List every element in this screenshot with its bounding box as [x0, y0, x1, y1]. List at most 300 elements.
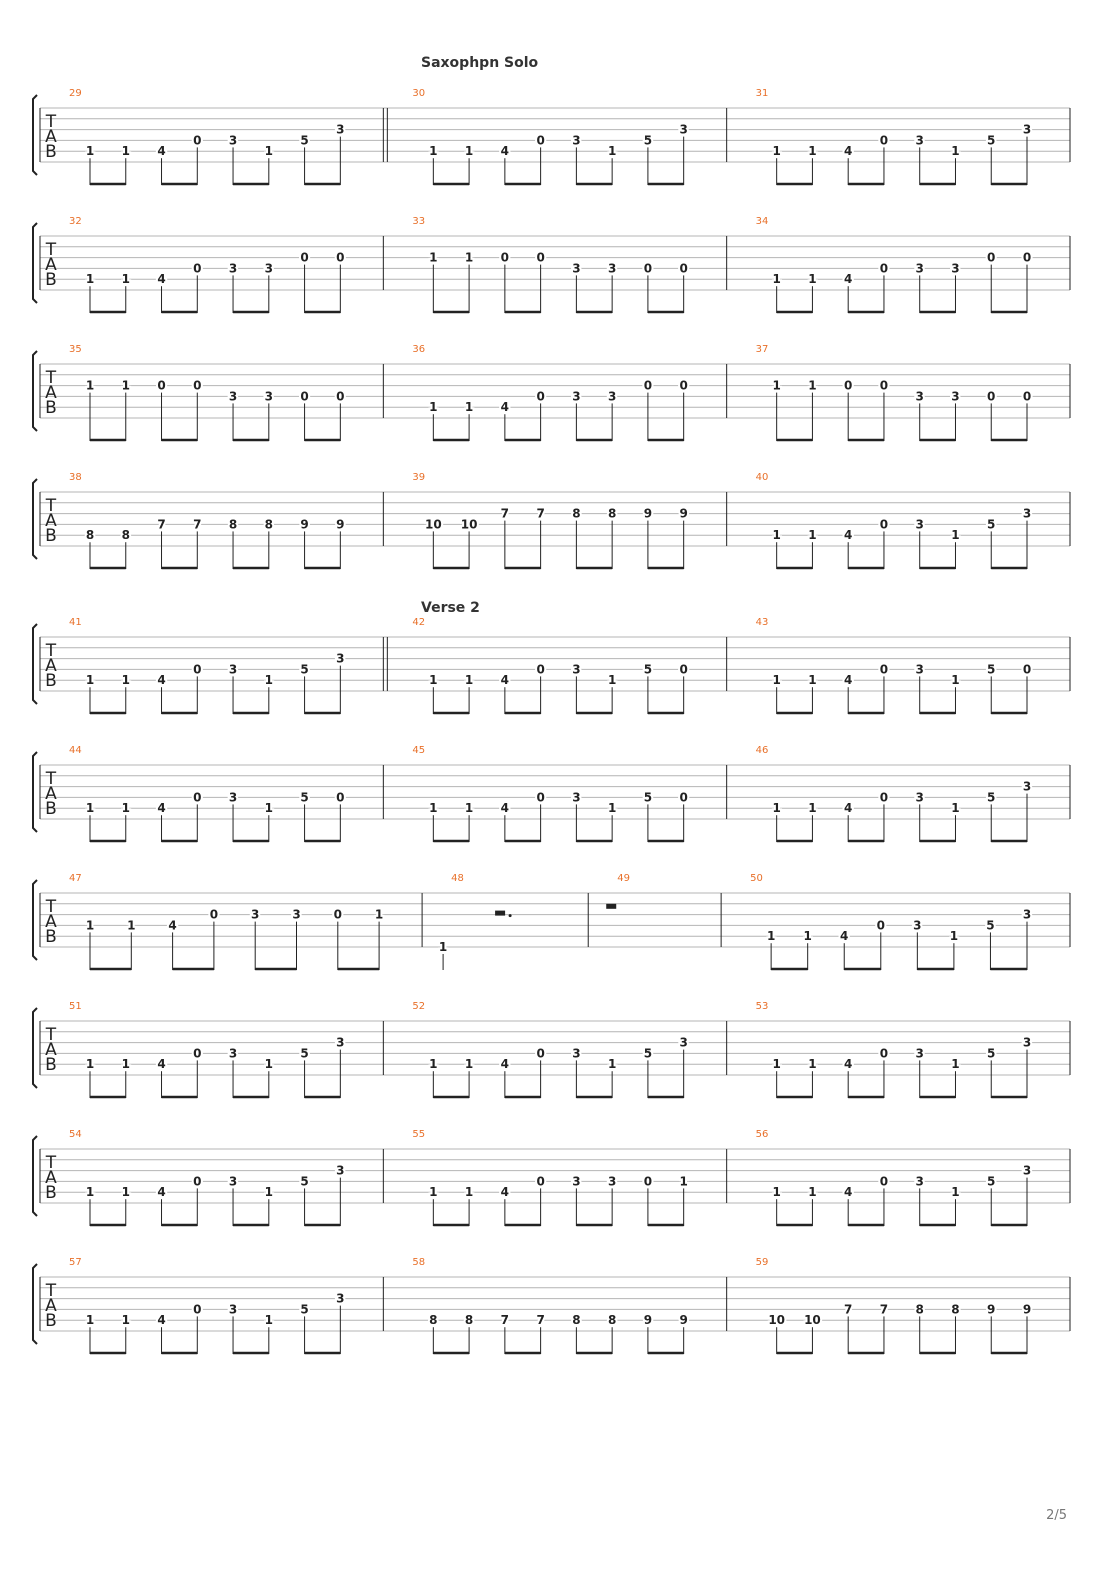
fret-number: 3 — [572, 133, 581, 148]
fret-number: 1 — [438, 940, 448, 954]
fret-number: 1 — [264, 801, 273, 816]
fret-number: 0 — [679, 662, 688, 677]
tab-clef-letter: T — [45, 641, 57, 661]
fret-number: 1 — [264, 673, 273, 688]
fret-number: 4 — [844, 1185, 853, 1200]
fret-number: 0 — [536, 1046, 545, 1061]
fret-number: 3 — [264, 261, 273, 276]
fret-number: 1 — [85, 1185, 95, 1200]
fret-number: 4 — [500, 1185, 510, 1200]
fret-number: 1 — [127, 918, 136, 933]
measure-number: 49 — [617, 873, 630, 884]
fret-number: 7 — [193, 517, 202, 532]
fret-number: 3 — [915, 261, 924, 276]
fret-number: 0 — [1022, 389, 1032, 404]
fret-number: 7 — [536, 506, 545, 521]
fret-number: 4 — [844, 1057, 853, 1072]
tab-clef-letter: A — [45, 656, 57, 676]
tab-clef-letter: A — [45, 383, 57, 403]
fret-number: 3 — [913, 918, 922, 933]
fret-number: 4 — [168, 918, 177, 933]
fret-number: 8 — [121, 528, 130, 543]
fret-number: 3 — [228, 1174, 238, 1189]
fret-number: 3 — [228, 133, 238, 148]
measure-number: 58 — [412, 1257, 426, 1268]
fret-number: 5 — [987, 517, 996, 532]
fret-number: 0 — [157, 378, 166, 393]
fret-number: 1 — [121, 673, 130, 688]
fret-number: 0 — [536, 133, 545, 148]
fret-number: 5 — [300, 790, 309, 805]
fret-number: 9 — [300, 517, 309, 532]
measure-number: 59 — [755, 1257, 769, 1268]
fret-number: 9 — [643, 1313, 653, 1328]
measure-number: 43 — [755, 617, 769, 628]
fret-number: 3 — [679, 122, 688, 137]
fret-number: 10 — [804, 1313, 821, 1328]
fret-number: 1 — [772, 378, 781, 393]
tab-clef-letter: T — [45, 496, 57, 516]
fret-number: 3 — [1022, 907, 1032, 922]
fret-number: 1 — [951, 528, 960, 543]
fret-number: 1 — [772, 144, 781, 159]
fret-number: 3 — [336, 651, 345, 666]
fret-number: 1 — [808, 528, 817, 543]
fret-number: 10 — [460, 517, 478, 532]
fret-number: 7 — [844, 1302, 853, 1317]
measure-number: 32 — [69, 216, 82, 227]
fret-number: 0 — [193, 133, 202, 148]
fret-number: 1 — [808, 144, 817, 159]
section-title-saxophone-solo: Saxophpn Solo — [421, 55, 539, 71]
fret-number: 3 — [679, 1035, 688, 1050]
fret-number: 1 — [808, 272, 817, 287]
fret-number: 1 — [951, 1185, 960, 1200]
fret-number: 3 — [915, 517, 924, 532]
fret-number: 0 — [876, 918, 885, 933]
fret-number: 5 — [300, 1174, 309, 1189]
system-brace — [33, 95, 37, 175]
tab-clef-letter: T — [45, 240, 57, 260]
fret-number: 0 — [193, 790, 202, 805]
fret-number: 1 — [808, 1185, 817, 1200]
fret-number: 1 — [264, 144, 273, 159]
fret-number: 1 — [803, 929, 812, 944]
fret-number: 0 — [536, 1174, 545, 1189]
fret-number: 0 — [500, 250, 510, 265]
fret-number: 0 — [679, 378, 688, 393]
fret-number: 1 — [85, 272, 95, 287]
fret-number: 5 — [987, 662, 996, 677]
fret-number: 1 — [429, 1057, 438, 1072]
fret-number: 1 — [464, 250, 474, 265]
tab-clef-letter: T — [45, 769, 57, 789]
tab-clef-letter: A — [45, 255, 57, 275]
fret-number: 1 — [121, 1185, 130, 1200]
fret-number: 10 — [768, 1313, 786, 1328]
fret-number: 4 — [157, 801, 166, 816]
tab-clef-letter: B — [45, 799, 57, 819]
fret-number: 5 — [643, 1046, 653, 1061]
tab-clef-letter: B — [45, 142, 57, 162]
fret-number: 0 — [879, 662, 889, 677]
tab-clef-letter: B — [45, 1183, 57, 1203]
fret-number: 0 — [643, 261, 653, 276]
measure-number: 41 — [69, 617, 82, 628]
measure-number: 35 — [69, 344, 82, 355]
tab-clef-letter: T — [45, 1153, 57, 1173]
fret-number: 4 — [844, 272, 853, 287]
fret-number: 1 — [85, 378, 95, 393]
fret-number: 0 — [844, 378, 853, 393]
measure-number: 30 — [412, 88, 426, 99]
fret-number: 4 — [840, 929, 849, 944]
fret-number: 1 — [464, 144, 474, 159]
fret-number: 0 — [536, 250, 545, 265]
fret-number: 3 — [228, 1302, 238, 1317]
fret-number: 0 — [679, 790, 688, 805]
fret-number: 8 — [951, 1302, 960, 1317]
fret-number: 4 — [500, 144, 510, 159]
fret-number: 1 — [121, 1057, 130, 1072]
fret-number: 3 — [915, 1174, 924, 1189]
tab-clef-letter: B — [45, 526, 57, 546]
fret-number: 3 — [264, 389, 273, 404]
fret-number: 1 — [951, 673, 960, 688]
fret-number: 1 — [772, 673, 781, 688]
fret-number: 5 — [643, 133, 653, 148]
fret-number: 1 — [949, 929, 959, 944]
fret-number: 5 — [300, 662, 309, 677]
fret-number: 9 — [643, 506, 653, 521]
fret-number: 1 — [808, 378, 817, 393]
measure-number: 46 — [755, 745, 769, 756]
fret-number: 3 — [1022, 122, 1032, 137]
fret-number: 0 — [193, 1174, 202, 1189]
fret-number: 3 — [1022, 506, 1032, 521]
fret-number: 8 — [572, 1313, 581, 1328]
fret-number: 4 — [500, 801, 510, 816]
fret-number: 0 — [879, 1174, 889, 1189]
fret-number: 1 — [429, 250, 438, 265]
fret-number: 0 — [193, 1046, 202, 1061]
system-brace — [33, 1264, 37, 1344]
measure-number: 44 — [69, 745, 82, 756]
fret-number: 8 — [464, 1313, 474, 1328]
fret-number: 0 — [536, 662, 545, 677]
fret-number: 9 — [679, 506, 688, 521]
fret-number: 0 — [987, 389, 996, 404]
fret-number: 5 — [300, 133, 309, 148]
fret-number: 1 — [951, 801, 960, 816]
fret-number: 3 — [607, 1174, 617, 1189]
fret-number: 3 — [572, 389, 581, 404]
system-brace — [33, 479, 37, 559]
tab-clef-letter: B — [45, 927, 57, 947]
fret-number: 3 — [915, 133, 924, 148]
fret-number: 3 — [915, 790, 924, 805]
fret-number: 3 — [607, 261, 617, 276]
fret-number: 3 — [336, 1035, 345, 1050]
measure-number: 39 — [412, 472, 426, 483]
fret-number: 0 — [336, 250, 345, 265]
fret-number: 1 — [85, 801, 95, 816]
tab-clef-letter: B — [45, 671, 57, 691]
system-brace — [33, 223, 37, 303]
fret-number: 1 — [429, 400, 438, 415]
measure-number: 33 — [412, 216, 426, 227]
fret-number: 1 — [121, 272, 130, 287]
fret-number: 9 — [336, 517, 345, 532]
fret-number: 9 — [1022, 1302, 1032, 1317]
fret-number: 5 — [987, 790, 996, 805]
fret-number: 4 — [500, 673, 510, 688]
tab-clef-letter: A — [45, 511, 57, 531]
fret-number: 3 — [336, 122, 345, 137]
fret-number: 3 — [572, 790, 581, 805]
fret-number: 0 — [643, 1174, 653, 1189]
fret-number: 3 — [915, 389, 924, 404]
fret-number: 3 — [572, 662, 581, 677]
tab-clef-letter: T — [45, 368, 57, 388]
fret-number: 1 — [679, 1174, 688, 1189]
fret-number: 0 — [879, 1046, 889, 1061]
system-brace — [33, 752, 37, 832]
fret-number: 0 — [193, 378, 202, 393]
fret-number: 0 — [193, 662, 202, 677]
fret-number: 0 — [209, 907, 219, 922]
fret-number: 5 — [987, 1174, 996, 1189]
fret-number: 7 — [536, 1313, 545, 1328]
fret-number: 7 — [500, 1313, 510, 1328]
fret-number: 3 — [1022, 1035, 1032, 1050]
fret-number: 3 — [951, 389, 960, 404]
fret-number: 4 — [844, 144, 853, 159]
fret-number: 1 — [121, 1313, 130, 1328]
fret-number: 4 — [157, 144, 166, 159]
system-brace — [33, 880, 37, 960]
tab-clef-letter: B — [45, 1055, 57, 1075]
page-number: 2/5 — [1046, 1508, 1067, 1523]
fret-number: 5 — [643, 662, 653, 677]
fret-number: 1 — [772, 1057, 781, 1072]
fret-number: 1 — [772, 528, 781, 543]
fret-number: 4 — [157, 1057, 166, 1072]
fret-number: 1 — [464, 1185, 474, 1200]
fret-number: 1 — [766, 929, 776, 944]
fret-number: 1 — [464, 1057, 474, 1072]
fret-number: 1 — [464, 673, 474, 688]
fret-number: 3 — [951, 261, 960, 276]
fret-number: 0 — [879, 261, 889, 276]
tab-clef-letter: B — [45, 398, 57, 418]
measure-number: 55 — [412, 1129, 426, 1140]
fret-number: 9 — [679, 1313, 688, 1328]
fret-number: 3 — [572, 1046, 581, 1061]
fret-number: 0 — [336, 790, 345, 805]
fret-number: 9 — [987, 1302, 996, 1317]
fret-number: 0 — [300, 389, 309, 404]
fret-number: 1 — [85, 918, 95, 933]
fret-number: 3 — [336, 1291, 345, 1306]
tab-clef-letter: A — [45, 1296, 57, 1316]
measure-number: 56 — [755, 1129, 769, 1140]
fret-number: 3 — [251, 907, 260, 922]
fret-number: 0 — [333, 907, 342, 922]
fret-number: 3 — [228, 1046, 238, 1061]
fret-number: 0 — [879, 133, 889, 148]
fret-number: 7 — [157, 517, 166, 532]
measure-number: 38 — [69, 472, 82, 483]
fret-number: 0 — [879, 517, 889, 532]
fret-number: 5 — [300, 1046, 309, 1061]
fret-number: 1 — [85, 673, 95, 688]
fret-number: 5 — [987, 133, 996, 148]
fret-number: 0 — [193, 261, 202, 276]
system-brace — [33, 624, 37, 704]
fret-number: 3 — [607, 389, 617, 404]
fret-number: 1 — [374, 907, 384, 922]
fret-number: 4 — [157, 1313, 166, 1328]
fret-number: 4 — [500, 1057, 510, 1072]
tab-clef-letter: B — [45, 270, 57, 290]
tab-clef-letter: B — [45, 1311, 57, 1331]
fret-number: 1 — [607, 1057, 617, 1072]
measure-number: 53 — [755, 1001, 769, 1012]
fret-number: 1 — [772, 801, 781, 816]
fret-number: 5 — [987, 1046, 996, 1061]
fret-number: 0 — [879, 378, 889, 393]
tab-clef-letter: A — [45, 1040, 57, 1060]
tab-clef-letter: T — [45, 897, 57, 917]
fret-number: 5 — [643, 790, 653, 805]
fret-number: 8 — [429, 1313, 438, 1328]
system-brace — [33, 351, 37, 431]
fret-number: 0 — [336, 389, 345, 404]
measure-number: 45 — [412, 745, 426, 756]
fret-number: 3 — [228, 790, 238, 805]
fret-number: 1 — [85, 1057, 95, 1072]
fret-number: 3 — [228, 389, 238, 404]
fret-number: 1 — [808, 673, 817, 688]
fret-number: 8 — [85, 528, 95, 543]
fret-number: 4 — [844, 801, 853, 816]
fret-number: 0 — [879, 790, 889, 805]
measure-number: 57 — [69, 1257, 82, 1268]
section-title-verse-2: Verse 2 — [421, 600, 480, 616]
fret-number: 4 — [500, 400, 510, 415]
fret-number: 1 — [429, 801, 438, 816]
fret-number: 0 — [1022, 662, 1032, 677]
fret-number: 1 — [951, 1057, 960, 1072]
measure-number: 54 — [69, 1129, 82, 1140]
fret-number: 8 — [572, 506, 581, 521]
fret-number: 4 — [157, 673, 166, 688]
fret-number: 1 — [429, 673, 438, 688]
fret-number: 0 — [679, 261, 688, 276]
fret-number: 1 — [264, 1057, 273, 1072]
fret-number: 1 — [464, 801, 474, 816]
tab-clef-letter: T — [45, 1281, 57, 1301]
fret-number: 3 — [228, 662, 238, 677]
fret-number: 0 — [300, 250, 309, 265]
tab-clef-letter: A — [45, 784, 57, 804]
fret-number: 3 — [292, 907, 301, 922]
fret-number: 3 — [915, 1046, 924, 1061]
fret-number: 0 — [536, 790, 545, 805]
fret-number: 4 — [844, 673, 853, 688]
system-brace — [33, 1136, 37, 1216]
system-brace — [33, 1008, 37, 1088]
fret-number: 1 — [607, 144, 617, 159]
fret-number: 3 — [572, 261, 581, 276]
measure-number: 36 — [412, 344, 426, 355]
fret-number: 3 — [1022, 1163, 1032, 1178]
fret-number: 4 — [844, 528, 853, 543]
whole-rest — [606, 904, 616, 909]
tab-clef-letter: A — [45, 1168, 57, 1188]
measure-number: 50 — [750, 873, 763, 884]
fret-number: 5 — [300, 1302, 309, 1317]
fret-number: 1 — [85, 144, 95, 159]
half-rest — [495, 911, 505, 916]
fret-number: 7 — [500, 506, 510, 521]
rest-dot — [509, 914, 512, 917]
fret-number: 0 — [193, 1302, 202, 1317]
measure-number: 31 — [755, 88, 769, 99]
fret-number: 3 — [915, 662, 924, 677]
fret-number: 7 — [879, 1302, 889, 1317]
fret-number: 8 — [915, 1302, 924, 1317]
measure-number: 29 — [69, 88, 82, 99]
measure-number: 34 — [755, 216, 769, 227]
fret-number: 1 — [464, 400, 474, 415]
fret-number: 10 — [424, 517, 442, 532]
fret-number: 0 — [643, 378, 653, 393]
tab-clef-letter: T — [45, 112, 57, 132]
fret-number: 4 — [157, 1185, 166, 1200]
measure-number: 42 — [412, 617, 426, 628]
fret-number: 1 — [121, 378, 130, 393]
measure-number: 40 — [755, 472, 769, 483]
fret-number: 1 — [429, 1185, 438, 1200]
fret-number: 1 — [121, 144, 130, 159]
fret-number: 0 — [536, 389, 545, 404]
fret-number: 8 — [228, 517, 238, 532]
fret-number: 1 — [85, 1313, 95, 1328]
measure-number: 47 — [69, 873, 82, 884]
fret-number: 3 — [336, 1163, 345, 1178]
fret-number: 1 — [607, 673, 617, 688]
fret-number: 1 — [429, 144, 438, 159]
fret-number: 0 — [987, 250, 996, 265]
tab-clef-letter: T — [45, 1025, 57, 1045]
fret-number: 1 — [808, 1057, 817, 1072]
fret-number: 1 — [772, 272, 781, 287]
fret-number: 3 — [572, 1174, 581, 1189]
fret-number: 1 — [951, 144, 960, 159]
fret-number: 1 — [808, 801, 817, 816]
fret-number: 1 — [264, 1313, 273, 1328]
tab-clef-letter: A — [45, 912, 57, 932]
fret-number: 1 — [121, 801, 130, 816]
fret-number: 4 — [157, 272, 166, 287]
fret-number: 1 — [264, 1185, 273, 1200]
fret-number: 8 — [607, 506, 617, 521]
fret-number: 5 — [986, 918, 995, 933]
measure-number: 48 — [451, 873, 464, 884]
fret-number: 0 — [1022, 250, 1032, 265]
